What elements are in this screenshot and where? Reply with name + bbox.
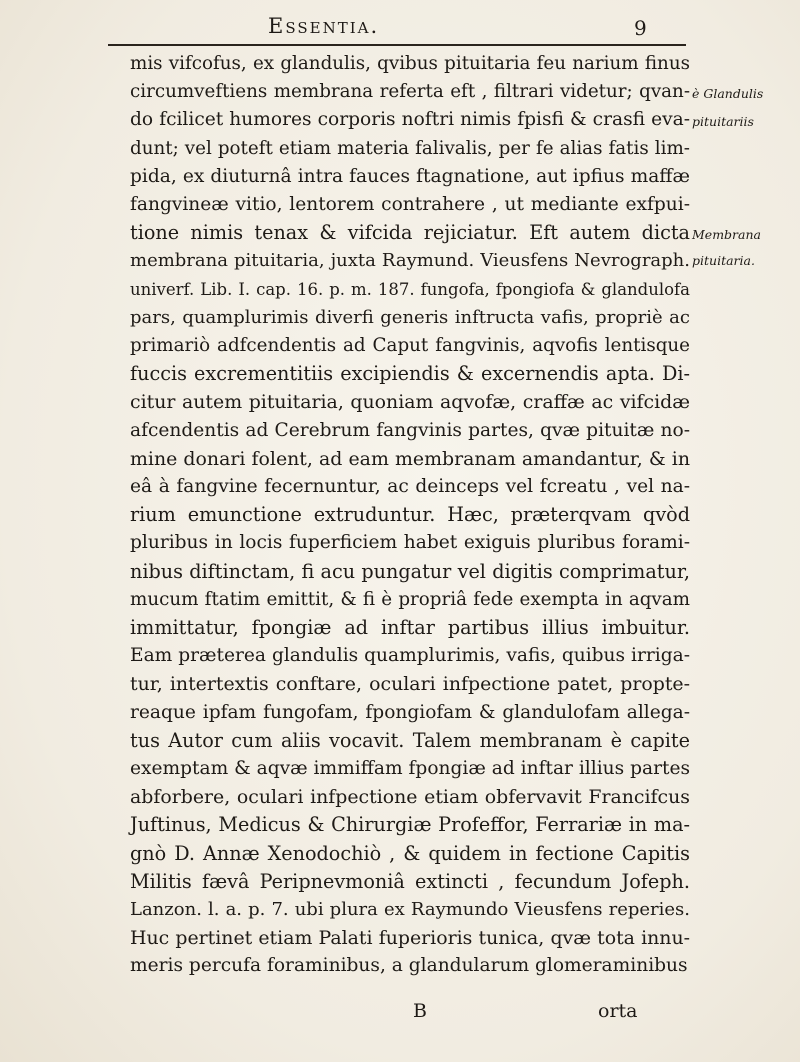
margin-note: è Glandulis bbox=[692, 86, 764, 101]
text-line: rium emunctione extruduntur. Hæc, præterqvam qvòd bbox=[130, 503, 690, 527]
text-line: tione nimis tenax & vifcida rejiciatur. Eft autem dicta bbox=[130, 221, 690, 245]
text-line: Juftinus, Medicus & Chirurgiæ Profeffor, Ferrariæ in ma- bbox=[130, 813, 690, 837]
text-line: gnò D. Annæ Xenodochiò , & quidem in fectione Capitis bbox=[130, 841, 690, 865]
text-line: abforbere, oculari infpectione etiam obfervavit Francifcus bbox=[130, 786, 690, 809]
text-line: univerf. Lib. I. cap. 16. p. m. 187. fungofa, fpongiofa & glandulofa bbox=[130, 279, 690, 299]
running-title: Essentia. bbox=[268, 14, 380, 38]
margin-note: Membrana bbox=[692, 227, 761, 242]
text-line: do fcilicet humores corporis noftri nimis fpisfi & crasfi eva- bbox=[130, 109, 690, 131]
margin-note: pituitariis bbox=[692, 114, 754, 129]
text-line: fuccis excrementitiis excipiendis & excernendis apta. Di- bbox=[130, 362, 690, 386]
text-line: nibus diftinctam, fi acu pungatur vel digitis comprimatur, bbox=[130, 559, 690, 583]
text-line: mis vifcofus, ex glandulis, qvibus pituitaria feu narium finus bbox=[130, 53, 690, 74]
text-line: Eam præterea glandulis quamplurimis, vafis, quibus irriga- bbox=[130, 645, 690, 667]
text-line: membrana pituitaria, juxta Raymund. Vieusfens Nevrograph. bbox=[130, 250, 690, 272]
text-line: citur autem pituitaria, quoniam aqvofæ, craffæ ac vifcidæ bbox=[130, 391, 690, 414]
text-line: eâ à fangvine fecernuntur, ac deinceps vel fcreatu , vel na- bbox=[130, 476, 690, 497]
text-line: pida, ex diuturnâ intra fauces ftagnatione, aut ipfius maffæ bbox=[130, 165, 690, 187]
text-line: pluribus in locis fuperficiem habet exiguis pluribus forami- bbox=[130, 532, 690, 554]
text-line: mine donari folent, ad eam membranam amandantur, & in bbox=[130, 447, 690, 470]
text-line: fangvineæ vitio, lentorem contrahere , ut mediante exfpui- bbox=[130, 194, 690, 215]
text-line: primariò adfcendentis ad Caput fangvinis, aqvofis lentisque bbox=[130, 335, 690, 356]
header-rule bbox=[108, 44, 686, 46]
text-line: circumveftiens membrana referta eft , filtrari videtur; qvan- bbox=[130, 81, 690, 103]
page-number: 9 bbox=[634, 16, 647, 40]
margin-note: pituitaria. bbox=[692, 253, 755, 268]
text-line: dunt; vel poteft etiam materia falivalis, per fe alias fatis lim- bbox=[130, 137, 690, 159]
text-line: Lanzon. l. a. p. 7. ubi plura ex Raymundo Vieusfens reperies. bbox=[130, 899, 690, 920]
text-line: meris percufa foraminibus, a glandularum glomeraminibus bbox=[130, 955, 688, 977]
text-line: afcendentis ad Cerebrum fangvinis partes, qvæ pituitæ no- bbox=[130, 419, 690, 441]
text-line: reaque ipfam fungofam, fpongiofam & glandulofam allega- bbox=[130, 701, 690, 723]
text-line: Huc pertinet etiam Palati fuperioris tunica, qvæ tota innu- bbox=[130, 927, 690, 950]
text-line: tus Autor cum aliis vocavit. Talem membranam è capite bbox=[130, 728, 690, 752]
text-line: exemptam & aqvæ immiffam fpongiæ ad inftar illius partes bbox=[130, 758, 690, 779]
text-line: Militis fævâ Peripnevmoniâ extincti , fecundum Jofeph. bbox=[130, 869, 690, 893]
text-line: pars, quamplurimis diverfi generis inftructa vafis, propriè ac bbox=[130, 306, 690, 328]
signature-mark: B bbox=[413, 1000, 427, 1022]
catchword: orta bbox=[598, 1000, 638, 1022]
text-line: mucum ftatim emittit, & fi è propriâ fede exempta in aqvam bbox=[130, 588, 690, 610]
text-line: immittatur, fpongiæ ad inftar partibus illius imbuitur. bbox=[130, 616, 690, 639]
running-head bbox=[0, 6, 800, 46]
text-line: tur, intertextis conftare, oculari infpectione patet, propte- bbox=[130, 673, 690, 696]
